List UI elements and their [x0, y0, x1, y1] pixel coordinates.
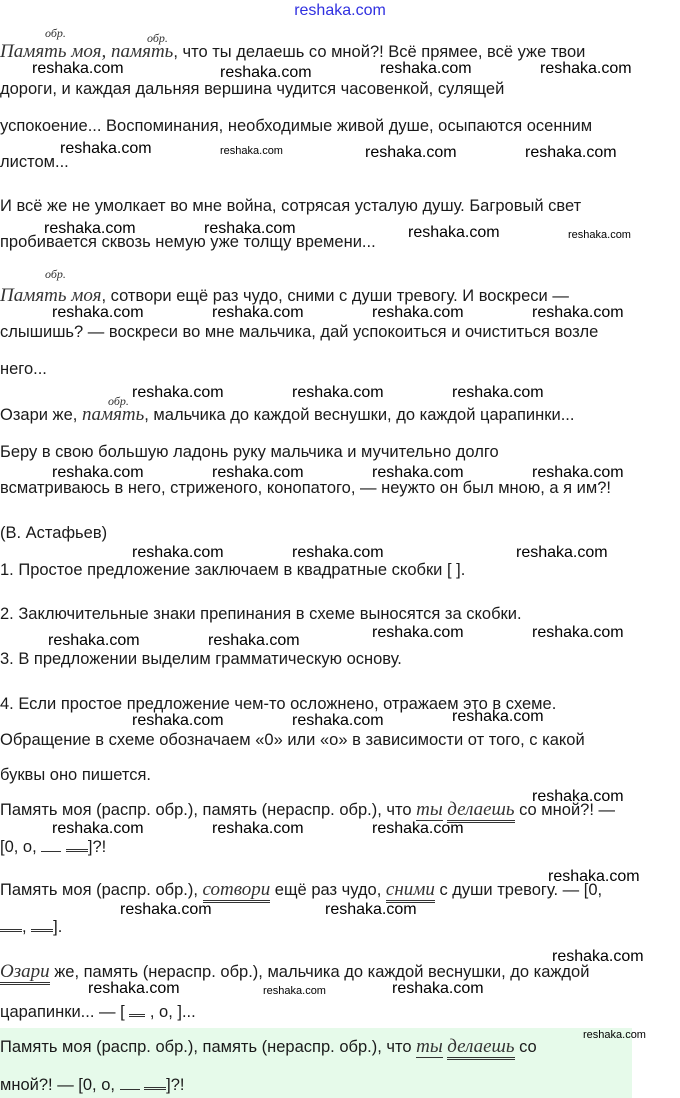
- text-line: И всё же не умолкает во мне война, сотрясая усталую душу. Багровый свет: [0, 197, 582, 215]
- rule-2: 2. Заключительные знаки препинания в схеме выносятся за скобки.: [0, 605, 522, 623]
- address-label: обр.: [45, 26, 66, 40]
- text-line: дороги, и каждая дальняя вершина чудится часовенкой, сулящей: [0, 80, 505, 98]
- text-line: Память моя, сотвори ещё раз чудо, сними с души тревогу. И воскреси —: [0, 285, 569, 306]
- rule-4-cont: Обращение в схеме обозначаем «0» или «о» в зависимости от того, с какой: [0, 731, 585, 749]
- analysis-3: Озари же, память (нераспр. обр.), мальчика до каждой веснушки, до каждой: [0, 962, 589, 982]
- text-line: Память моя, память, что ты делаешь со мной?! Всё прямее, всё уже твои: [0, 41, 586, 62]
- rule-4: 4. Если простое предложение чем-то осложнено, отражаем это в схеме.: [0, 695, 557, 713]
- author: (В. Астафьев): [0, 524, 108, 542]
- text-line: него...: [0, 360, 47, 378]
- rule-1: 1. Простое предложение заключаем в квадратные скобки [ ].: [0, 561, 466, 579]
- site-header-watermark[interactable]: reshaka.com: [294, 2, 386, 19]
- text-line: слышишь? — воскреси во мне мальчика, дай успокоиться и очиститься возле: [0, 323, 599, 341]
- text-line: Беру в свою большую ладонь руку мальчика и мучительно долго: [0, 443, 499, 461]
- answer-scheme: мной?! — [0, о, ]?!: [0, 1073, 185, 1095]
- address-label: обр.: [147, 31, 168, 45]
- text-line: всматриваюсь в него, стриженого, конопатого, — неужто он был мною, а я им?!: [0, 479, 611, 497]
- scheme-2: , ].: [0, 915, 62, 937]
- text-line: листом...: [0, 153, 69, 171]
- address-label: обр.: [45, 267, 66, 281]
- answer-line: Память моя (распр. обр.), память (нераспр. обр.), что ты делаешь со: [0, 1037, 537, 1057]
- rule-4-cont: буквы оно пишется.: [0, 766, 151, 784]
- analysis-2: Память моя (распр. обр.), сотвори ещё раз чудо, сними с души тревогу. — [0,: [0, 880, 602, 900]
- analysis-1: Память моя (распр. обр.), память (нераспр. обр.), что ты делаешь со мной?! —: [0, 800, 615, 820]
- rule-3: 3. В предложении выделим грамматическую основу.: [0, 650, 402, 668]
- text-line: успокоение... Воспоминания, необходимые живой душе, осыпаются осенним: [0, 117, 593, 135]
- scheme-3: царапинки... — [ , о, ]...: [0, 1000, 196, 1022]
- address-label: обр.: [108, 394, 129, 408]
- text-line: Озари же, память, мальчика до каждой веснушки, до каждой царапинки...: [0, 404, 575, 425]
- scheme-1: [0, о, ]?!: [0, 835, 106, 857]
- text-line: пробивается сквозь немую уже толщу времени...: [0, 233, 376, 251]
